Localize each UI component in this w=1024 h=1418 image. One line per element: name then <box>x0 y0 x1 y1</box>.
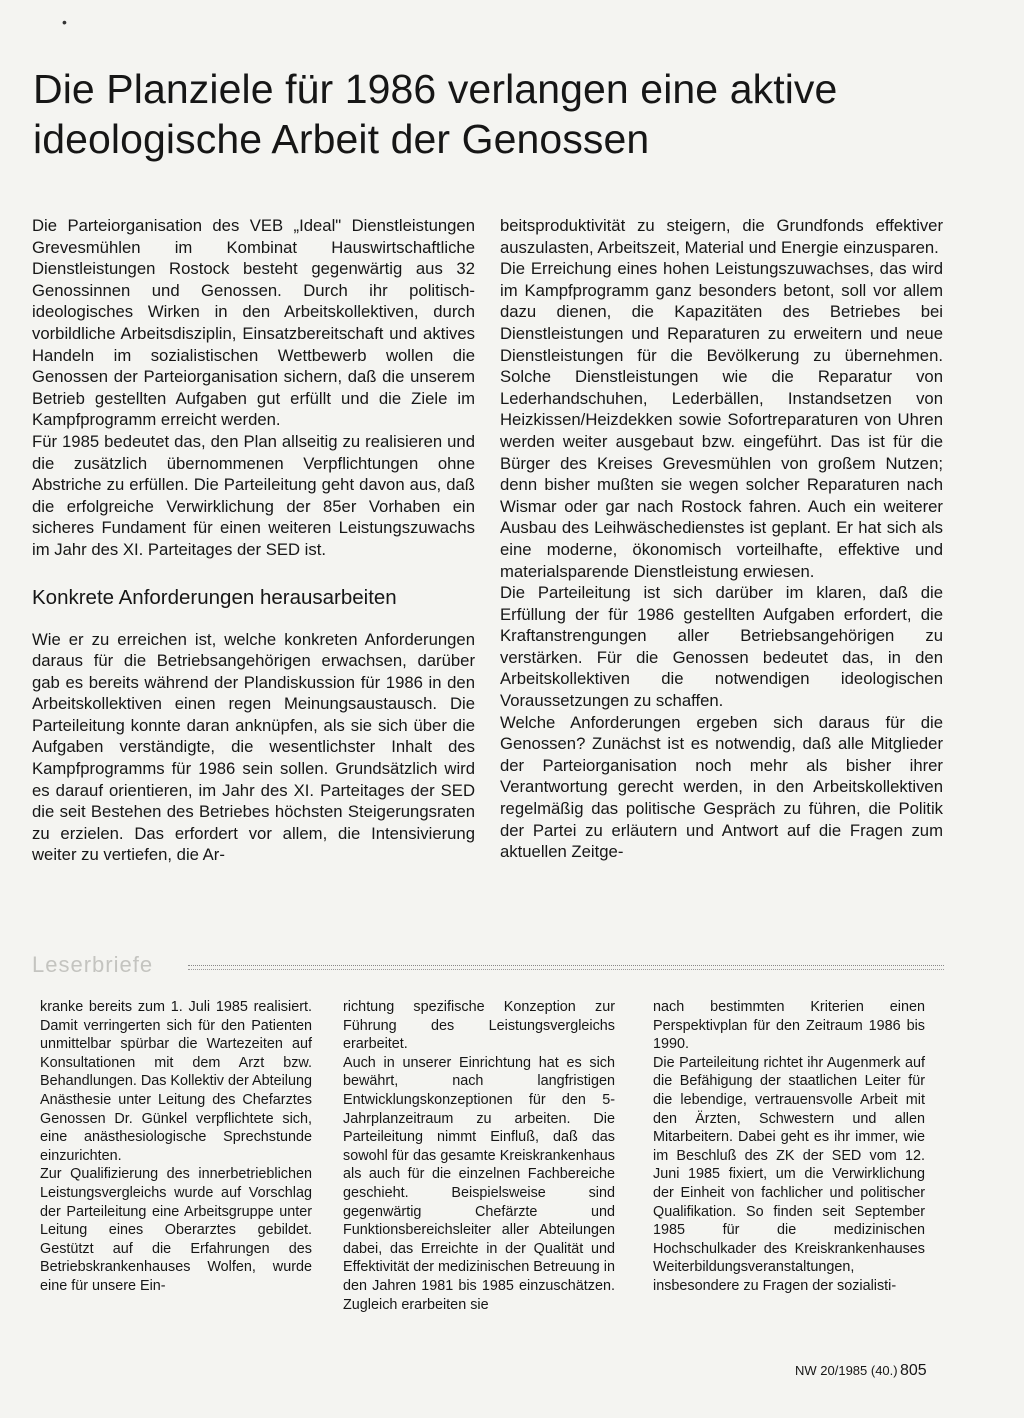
paragraph: Die Parteileitung richtet ihr Augenmerk auf die Befähigung der staatlichen Leiter für die lebendige, vertrauensvolle Arbeit mit den Ärzten, Schwestern und allen Mitarbeitern. Dabei geht es ihr immer, wie im Beschluß des ZK der SED vom 12. Juni 1985 fixiert, um die Verwirklichung der Einheit von fachlicher und politischer Qualifikation. So finden seit September 1985 für die medizinischen Hochschulkader des Kreiskrankenhauses Weiterbildungsveranstaltungen, insbesondere zu Fragen der sozialisti- <box>653 1054 925 1294</box>
article-column-right <box>500 215 943 863</box>
paragraph: Auch in unserer Einrichtung hat es sich bewährt, nach langfristigen Entwicklungskonzeptionen für den 5-Jahrplanzeitraum zu arbeiten. Die Parteileitung nimmt Einfluß, daß das sowohl für das gesamte Kreiskrankenhaus als auch für die einzelnen Fachbereiche geschieht. Beispielsweise sind gegenwärtig Chefärzte und Funktionsbereichsleiter aller Abteilungen dabei, das Erreichte in der Qualität und Effektivität der medizinischen Betreuung in den Jahren 1981 bis 1985 einzuschätzen. Zugleich erarbeiten sie <box>343 1054 615 1313</box>
paragraph: beitsproduktivität zu steigern, die Grundfonds effektiver auszulasten, Arbeitszeit, Material und Energie einzusparen. <box>500 216 943 257</box>
paragraph: Die Erreichung eines hohen Leistungszuwachses, das wird im Kampfprogramm ganz besonders betont, soll vor allem dazu dienen, die Kapazitäten des Betriebes bei Dienstleistungen und Reparaturen zu erweitern und neue Dienstleistungen für die Bevölkerung zu übernehmen. Solche Dienstleistungen wie die Reparatur von Lederhandschuhen, Lederbällen, Instandsetzen von Heizkissen/Heizdekken sowie Sofortreparaturen von Uhren werden weiter ausgebaut bzw. eingeführt. Das ist für die Bürger des Kreises Grevesmühlen von großem Nutzen; denn bisher mußten sie wegen solcher Reparaturen nach Wismar oder gar nach Rostock fahren. Auch ein weiterer Ausbau des Leihwäschedienstes ist geplant. Er hat sich als eine moderne, ökonomisch vorteilhafte, effektive und materialsparende Dienstleistung erwiesen. <box>500 259 943 581</box>
page-number: 805 <box>900 1362 927 1379</box>
paragraph: Wie er zu erreichen ist, welche konkreten Anforderungen daraus für die Betriebsangehörigen erwachsen, darüber gab es bereits während der Plandiskussion für 1986 in den Arbeitskollektiven einen regen Meinungsaustausch. Die Parteileitung konnte daran anknüpfen, als sie sich über die Aufgaben verständigte, die wesentlichster Inhalt des Kampfprogramms für 1986 sein sollen. Grundsätzlich wird es darauf orientieren, im Jahr des XI. Parteitages der SED die seit Bestehen des Betriebes höchsten Steigerungsraten zu erzielen. Das erfordert vor allem, die Intensivierung weiter zu vertiefen, die Ar- <box>32 629 475 865</box>
paragraph: richtung spezifische Konzeption zur Führung des Leistungsvergleichs erarbeitet. <box>343 999 615 1053</box>
paragraph: nach bestimmten Kriterien einen Perspektivplan für den Zeitraum 1986 bis 1990. <box>653 999 925 1053</box>
issue-reference: NW 20/1985 (40.) <box>795 1363 898 1378</box>
headline: Die Planziele für 1986 verlangen eine aktive ideologische Arbeit der Genossen <box>33 66 838 162</box>
page-marker: • <box>62 14 67 30</box>
paragraph: Zur Qualifizierung des innerbetrieblichen Leistungsvergleichs wurde auf Vorschlag der Parteileitung eine Arbeitsgruppe unter Leitung eines Oberarztes gebildet. Gestützt auf die Erfahrungen des Betriebskrankenhauses Wolfen, wurde eine für unsere Ein- <box>40 1166 312 1294</box>
paragraph: Für 1985 bedeutet das, den Plan allseitig zu realisieren und die zusätzlich übernommenen Verpflichtungen ohne Abstriche zu erfüllen. Die Parteileitung geht davon aus, daß die erfolgreiche Verwirklichung der 85er Vorhaben ein sicheres Fundament für einen weiteren Leistungszuwachs im Jahr des XI. Parteitages der SED ist. <box>32 431 475 559</box>
paragraph: Die Parteiorganisation des VEB „Ideal" Dienstleistungen Grevesmühlen im Kombinat Hauswirtschaftliche Dienstleistungen Rostock besteht gegenwärtig aus 32 Genossinnen und Genossen. Durch ihr politisch-ideologisches Wirken in den Arbeitskollektiven, durch vorbildliche Arbeitsdisziplin, Einsatzbereitschaft und aktives Handeln im sozialistischen Wettbewerb wollen die Genossen der Parteiorganisation sichern, daß die unserem Betrieb gestellten Aufgaben gut erfüllt und die Ziele im Kampfprogramm erreicht werden. <box>32 216 475 430</box>
section-divider <box>188 965 944 970</box>
letters-column-1 <box>40 998 312 1296</box>
article-column-left <box>32 215 475 866</box>
subheading: Konkrete Anforderungen herausarbeiten <box>32 585 397 609</box>
section-label: Leserbriefe <box>32 952 154 977</box>
section-header <box>30 948 944 982</box>
paragraph: Welche Anforderungen ergeben sich daraus für die Genossen? Zunächst ist es notwendig, daß alle Mitglieder der Parteiorganisation noch mehr als bisher ihrer Verantwortung gerecht werden, in den Arbeitskollektiven regelmäßig das politische Gespräch zu führen, die Politik der Partei zu erläutern und Antwort auf die Fragen zum aktuellen Zeitge- <box>500 712 943 862</box>
paragraph: kranke bereits zum 1. Juli 1985 realisiert. Damit verringerten sich für den Patienten unmittelbar spürbar die Wartezeiten auf Konsultationen mit dem Arzt bzw. Behandlungen. Das Kollektiv der Abteilung Anästhesie unter Leitung des Chefarztes Genossen Dr. Günkel verpflichtete sich, eine anästhesiologische Sprechstunde einzurichten. <box>40 999 313 1164</box>
letters-column-2 <box>343 998 615 1314</box>
letters-column-3 <box>653 998 925 1296</box>
paragraph: Die Parteileitung ist sich darüber im klaren, daß die Erfüllung der für 1986 gestellten Aufgaben erfordert, die Kraftanstrengungen aller Betriebsangehörigen zu verstärken. Für die Genossen bedeutet das, in den Arbeitskollektiven die notwendigen ideologischen Voraussetzungen zu schaffen. <box>500 583 943 711</box>
